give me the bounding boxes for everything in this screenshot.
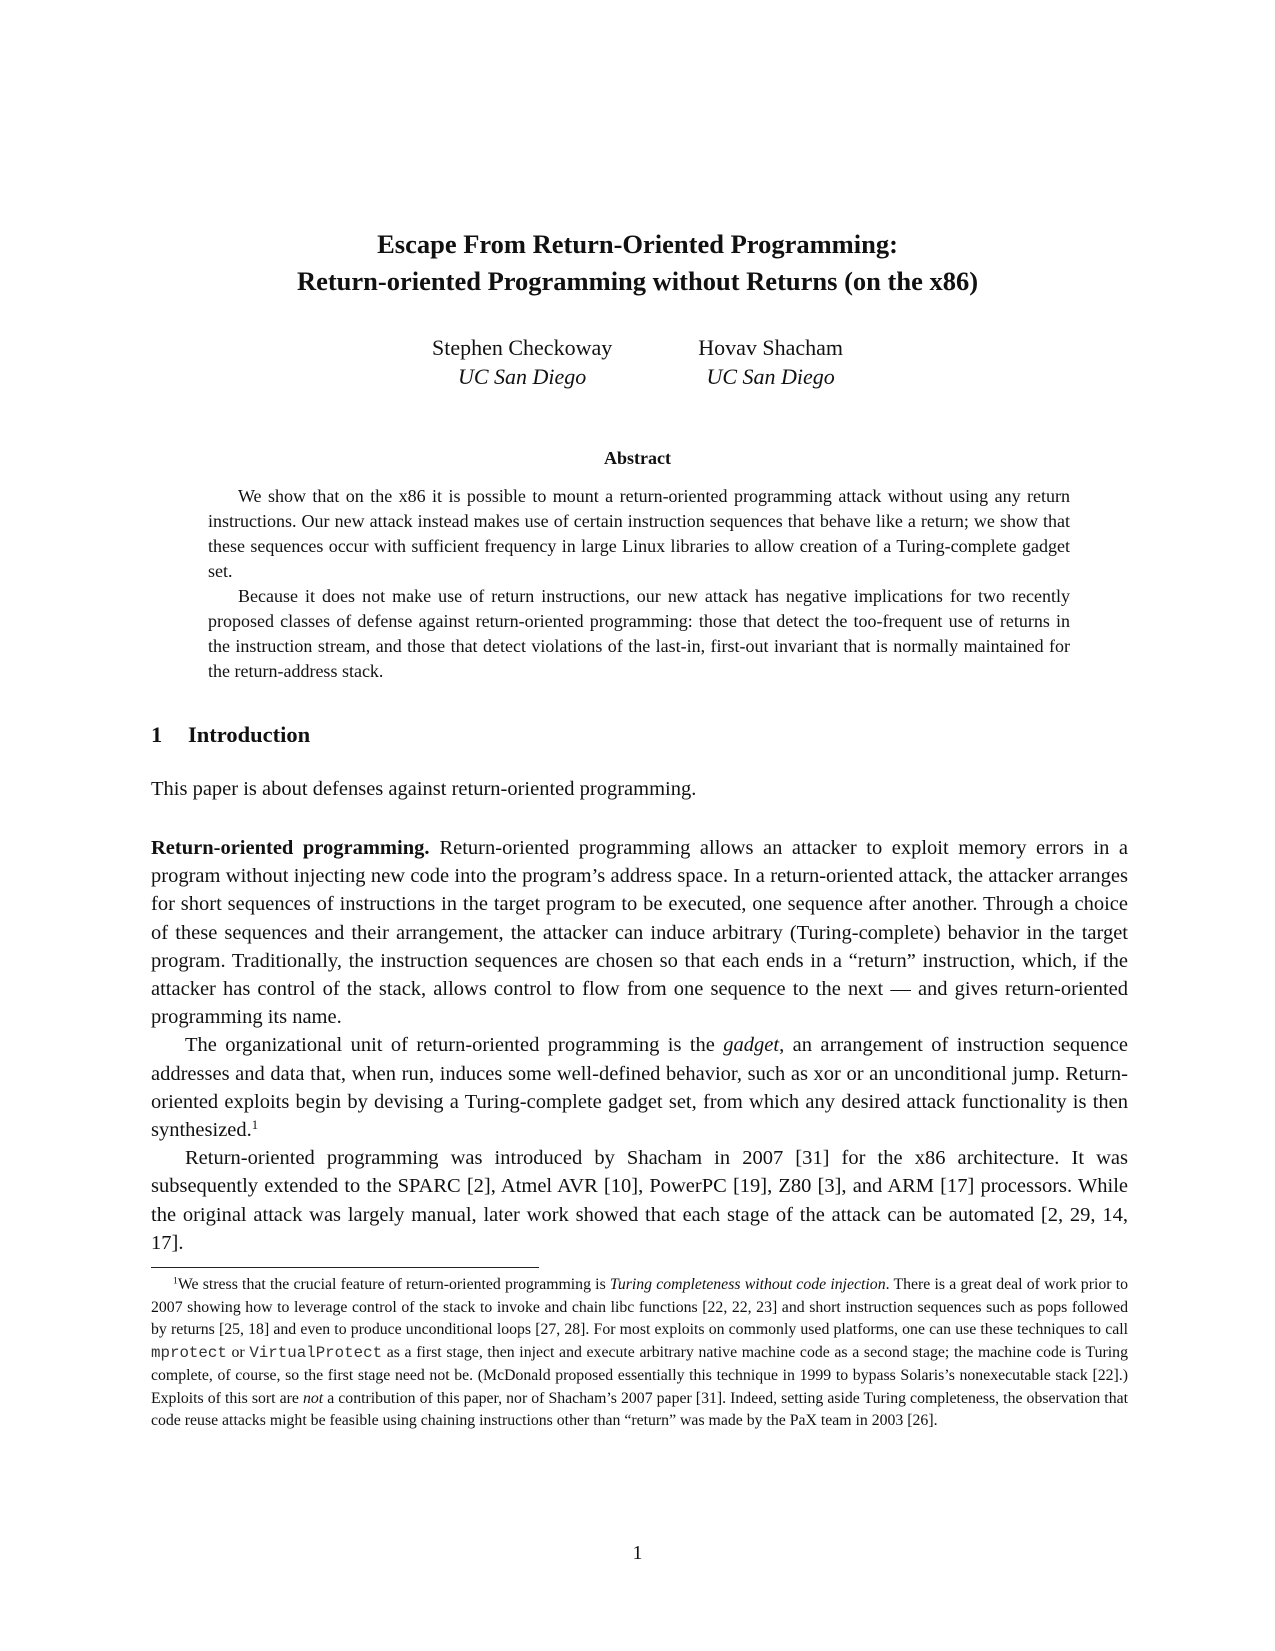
abstract-paragraph-1: We show that on the x86 it is possible to mount a return-oriented programming attack without using any return instructions. Our new attack instead makes use of certain instruction sequences that behave like a return; we show that these sequences occur with sufficient frequency in large Linux libraries to allow creation of a Turing-complete gadget set. — [208, 486, 1070, 581]
page-number: 1 — [632, 1542, 643, 1564]
section-title: Introduction — [188, 722, 311, 747]
paragraph-text: , an arrangement of instruction sequence addresses and data that, when run, induces some well-defined behavior, such as xor or an unconditional jump. Return-oriented exploits begin by devising a Turing-complete gadget set, from which any desired attack functionality is then synthesized. — [151, 1034, 1128, 1142]
abstract-body — [208, 484, 1070, 684]
abstract-paragraph-2: Because it does not make use of return instructions, our new attack has negative implications for two recently proposed classes of defense against return-oriented programming: those that detect the too-frequent use of returns in the instruction stream, and those that detect violations of the last-in, first-out invariant that is normally maintained for the return-address stack. — [208, 586, 1070, 681]
author-name: Stephen Checkoway — [431, 335, 613, 360]
intro-paragraph — [151, 775, 1128, 803]
abstract-heading: Abstract — [604, 448, 671, 468]
footnote-text — [151, 1274, 1128, 1433]
author-name: Hovav Shacham — [698, 335, 844, 360]
author-2 — [698, 333, 843, 391]
paragraph-text: The organizational unit of return-oriented programming is the — [185, 1034, 724, 1057]
code-mprotect: mprotect — [151, 1344, 227, 1363]
paragraph-text: Return-oriented programming allows an attacker to exploit memory errors in a program without injecting new code into the program’s address space. In a return-oriented attack, the attacker arranges for short sequences of instructions in the target program to be executed, one sequence after another. Through a choice of these sequences and their arrangement, the attacker can induce arbitrary (Turing-complete) behavior in the target program. Traditionally, the instruction sequences are chosen so that each ends in a “return” instruction, which, if the attacker has control of the stack, allows control to flow from one sequence to the next — and gives return-oriented programming its name. — [151, 837, 1128, 1029]
emphasis-gadget: gadget — [723, 1034, 780, 1057]
intro-text: This paper is about defenses against return-oriented programming. — [151, 778, 697, 800]
section-number: 1 — [151, 722, 163, 747]
footnote-mark: 1 — [173, 1275, 178, 1287]
footnote-segment: a contribution of this paper, nor of Shacham’s 2007 paper [31]. Indeed, setting aside Turing completeness, the observation that code reuse attacks might be feasible using chaining instructions other than “return” was made by the PaX team in 2003 [26]. — [151, 1389, 1128, 1430]
author-block — [0, 333, 1275, 391]
footnote-segment: or — [226, 1344, 250, 1362]
runin-heading: Return-oriented programming. — [151, 837, 430, 859]
footnote-segment: as a first stage, then inject and execute arbitrary native machine code as a second stage; the machine code is Turing complete, of course, so the first stage need not be. (McDonald proposed essentially this technique in 1999 to bypass Solaris’s nonexecutable stack [22].) Exploits of this sort are — [151, 1344, 1128, 1407]
section-heading — [151, 722, 310, 748]
footnote-emphasis-not: not — [302, 1389, 324, 1407]
footnote-reference[interactable]: 1 — [251, 1118, 259, 1133]
footnote — [151, 1274, 1128, 1433]
footnote-segment: We stress that the crucial feature of return-oriented programming is — [177, 1276, 610, 1293]
footnote-divider — [151, 1267, 539, 1268]
author-affiliation: UC San Diego — [457, 364, 587, 389]
paper-title — [0, 226, 1275, 300]
title-line-2: Return-oriented Programming without Returns (on the x86) — [296, 266, 979, 296]
author-1 — [432, 333, 612, 391]
section-body — [151, 834, 1128, 1257]
author-affiliation: UC San Diego — [706, 364, 835, 389]
title-line-1: Escape From Return-Oriented Programming: — [377, 229, 898, 259]
body-paragraph-2 — [151, 1031, 1128, 1144]
body-paragraph-3: Return-oriented programming was introduced by Shacham in 2007 [31] for the x86 architecture. It was subsequently extended to the SPARC [2], Atmel AVR [10], PowerPC [19], Z80 [3], and ARM [17] processors. While the original attack was largely manual, later work showed that each stage of the attack can be automated [2, 29, 14, 17]. — [151, 1147, 1128, 1254]
body-paragraph-1 — [151, 834, 1128, 1031]
footnote-emphasis: Turing completeness without code injection — [609, 1276, 886, 1293]
code-virtualprotect: VirtualProtect — [249, 1344, 383, 1363]
footnote-segment: . There is a great deal of work prior to 2007 showing how to leverage control of the stack to invoke and chain libc functions [22, 22, 23] and short instruction sequences such as pops followed by returns [25, 18] and even to produce unconditional loops [27, 28]. For most exploits on commonly used platforms, one can use these techniques to call — [151, 1276, 1128, 1339]
